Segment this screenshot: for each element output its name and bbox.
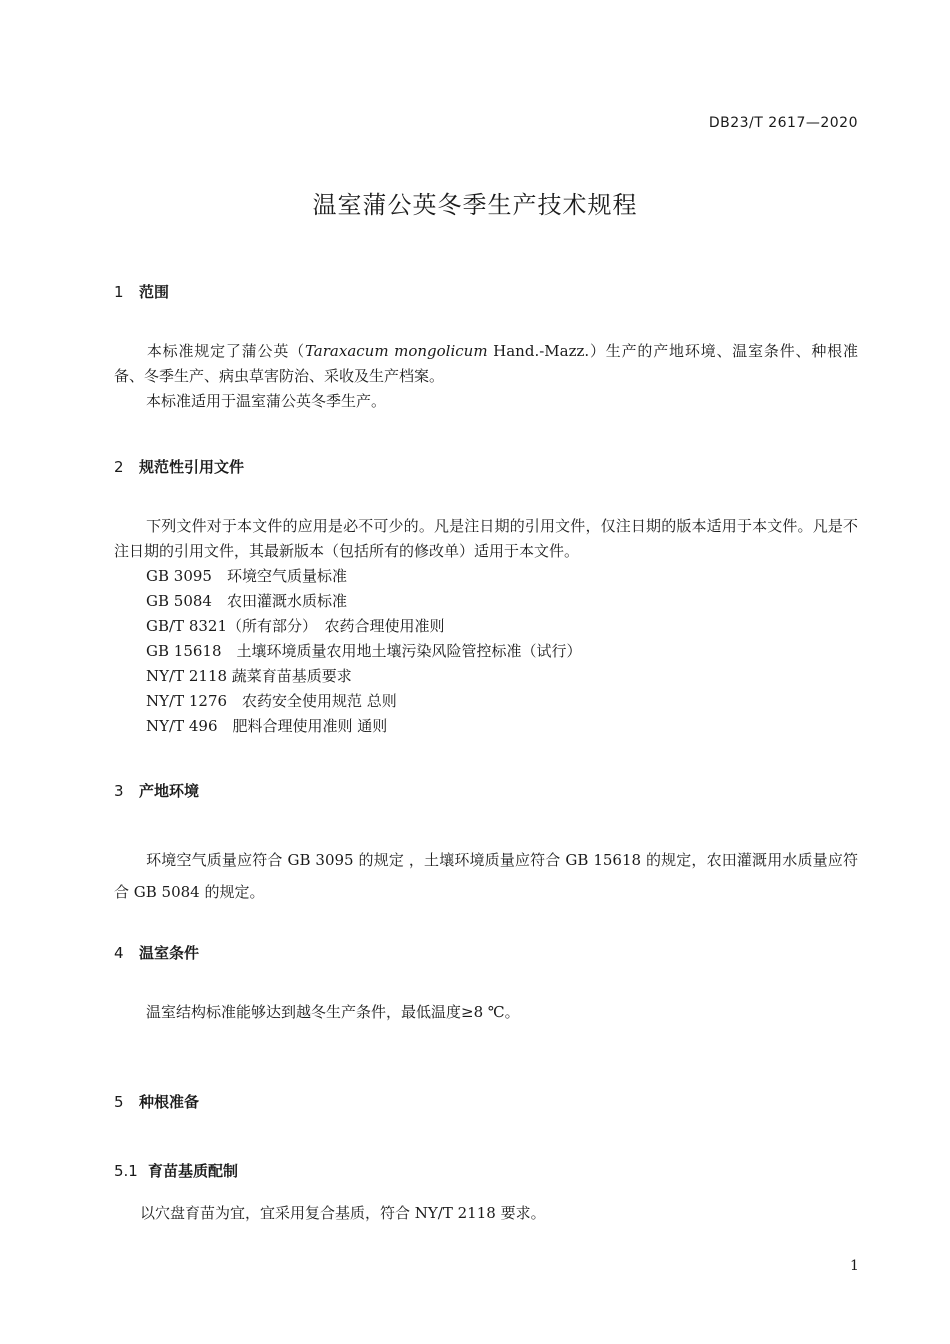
substrate-paragraph: 以穴盘育苗为宜，宜采用复合基质，符合 NY/T 2118 要求。 (140, 1204, 546, 1222)
greenhouse-paragraph: 温室结构标准能够达到越冬生产条件，最低温度≥8 ℃。 (146, 1003, 520, 1021)
page-number: 1 (850, 1258, 859, 1274)
section-title: 范围 (139, 283, 170, 301)
section-title: 规范性引用文件 (139, 458, 245, 476)
subsection-number: 5.1 (114, 1162, 138, 1180)
reference-item: NY/T 2118 蔬菜育苗基质要求 (146, 667, 352, 685)
reference-item: NY/T 1276 农药安全使用规范 总则 (146, 692, 397, 710)
section-number: 4 (114, 944, 124, 962)
section-number: 2 (114, 458, 124, 476)
section-heading-references (114, 456, 244, 477)
section-number: 3 (114, 782, 124, 800)
section-heading-scope (114, 281, 169, 302)
section-title: 种根准备 (139, 1093, 200, 1111)
section-number: 1 (114, 283, 124, 301)
reference-item: GB 15618 土壤环境质量农用地土壤污染风险管控标准（试行） (146, 642, 582, 660)
scope-paragraph: 本标准规定了蒲公英（Taraxacum mongolicum Hand.-Mazz.）生产的产地环境、温室条件、种根准备、冬季生产、病虫草害防治、采收及生产档案。 (114, 342, 858, 385)
scope-applicability: 本标准适用于温室蒲公英冬季生产。 (146, 392, 387, 410)
document-code: DB23/T 2617—2020 (708, 115, 858, 131)
subsection-title: 育苗基质配制 (148, 1162, 239, 1180)
section-title: 温室条件 (139, 944, 200, 962)
reference-item: GB 3095 环境空气质量标准 (146, 567, 347, 585)
section-heading-environment (114, 780, 199, 801)
section-title: 产地环境 (139, 782, 200, 800)
reference-item: GB 5084 农田灌溉水质标准 (146, 592, 347, 610)
document-title: 温室蒲公英冬季生产技术规程 (312, 191, 638, 219)
reference-item: GB/T 8321（所有部分） 农药合理使用准则 (146, 617, 445, 635)
section-heading-root-prep (114, 1091, 199, 1112)
latin-species-name: Taraxacum mongolicum (304, 342, 488, 360)
references-intro: 下列文件对于本文件的应用是必不可少的。凡是注日期的引用文件，仅注日期的版本适用于本文件。凡是不注日期的引用文件，其最新版本（包括所有的修改单）适用于本文件。 (114, 517, 858, 560)
subsection-heading-substrate (114, 1160, 238, 1181)
section-number: 5 (114, 1093, 124, 1111)
environment-paragraph: 环境空气质量应符合 GB 3095 的规定 ，土壤环境质量应符合 GB 15618 的规定，农田灌溉用水质量应符合 GB 5084 的规定。 (114, 851, 858, 901)
section-heading-greenhouse (114, 942, 199, 963)
reference-item: NY/T 496 肥料合理使用准则 通则 (146, 717, 388, 735)
